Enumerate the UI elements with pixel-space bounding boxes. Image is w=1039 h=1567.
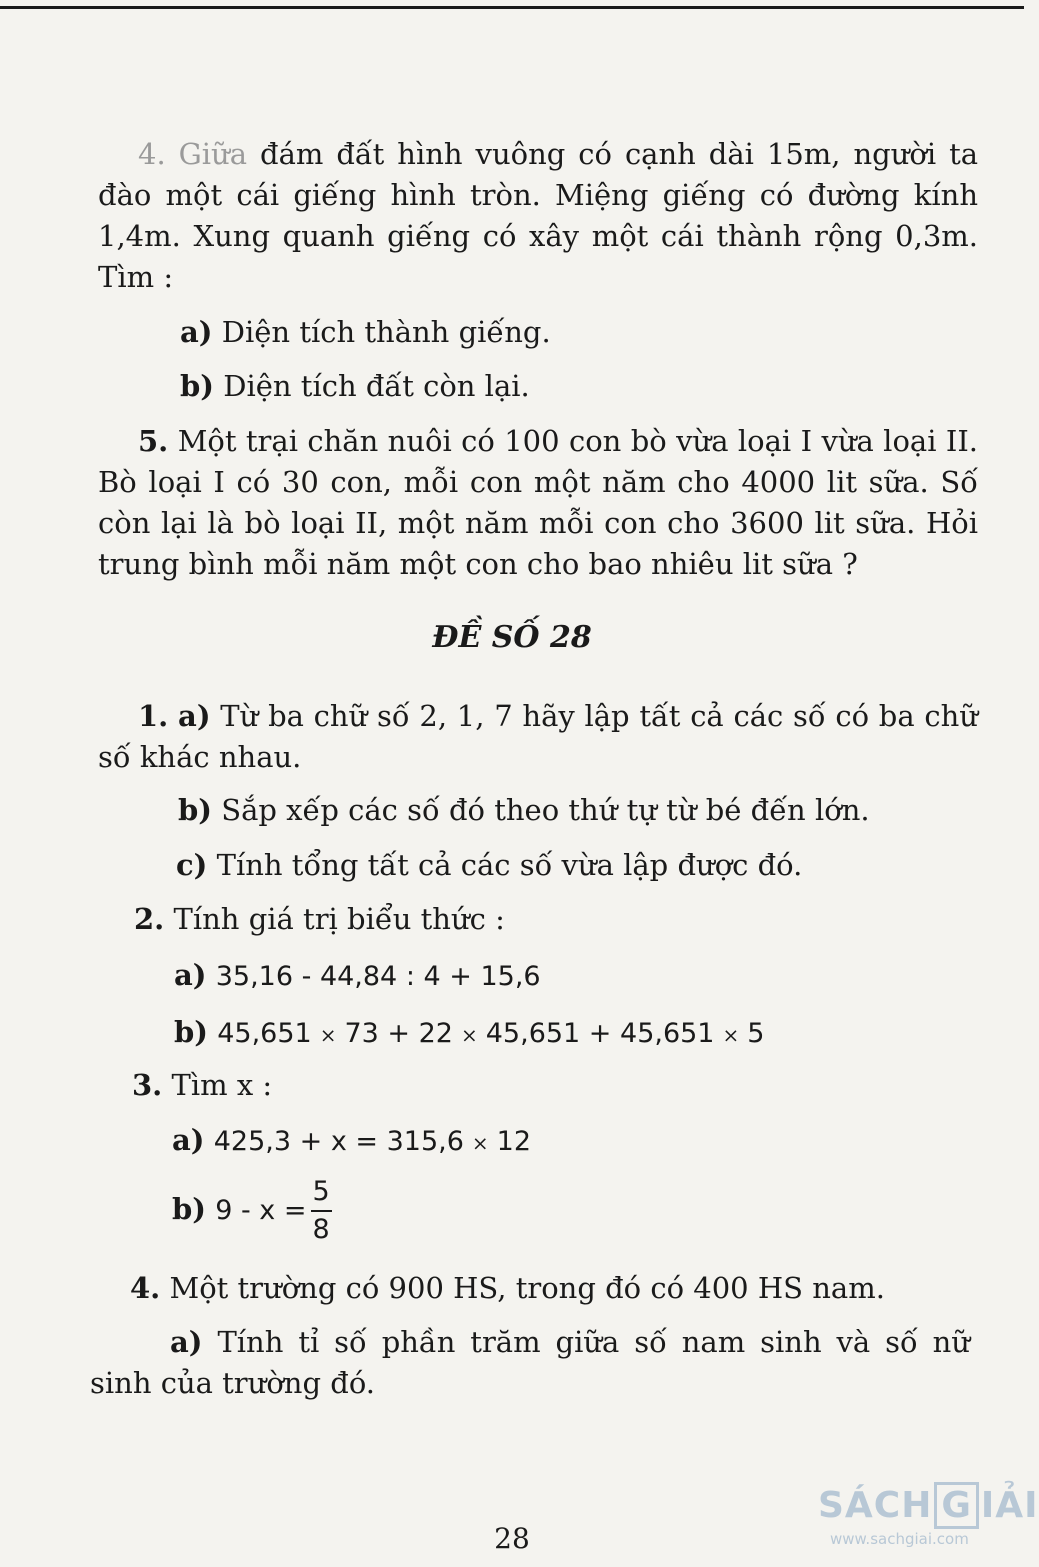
- problem-4: [98, 134, 978, 298]
- problem-4-faded-word: Giữa: [178, 137, 248, 171]
- problem-5: [98, 421, 978, 585]
- question-1: 1. a) Từ ba chữ số 2, 1, 7 hãy lập tất cả các số có ba chữ số khác nhau.: [98, 699, 979, 774]
- sachgiai-watermark: [818, 1470, 1039, 1560]
- fraction: $\frac{5}{8}$: [312, 1176, 330, 1245]
- question-4-part-a: a) Tính tỉ số phần trăm giữa số nam sinh và số nữ sinh của trường đó.: [90, 1325, 971, 1400]
- page-number: 28: [494, 1522, 530, 1555]
- question-2-part-b: b) 45,651 × 73 + 22 × 45,651 + 45,651 × 5: [174, 1015, 765, 1049]
- problem-4-text: đám đất hình vuông có cạnh dài 15m, người ta đào một cái giếng hình tròn. Miệng giếng có đường kính 1,4m. Xung quanh giếng có xây một cái thành rộng 0,3m. Tìm :: [98, 137, 979, 294]
- problem-5-number: 5.: [138, 424, 169, 458]
- watermark-url: www.sachgiai.com: [830, 1530, 969, 1548]
- problem-5-text: Một trại chăn nuôi có 100 con bò vừa loại I vừa loại II. Bò loại I có 30 con, mỗi con một năm cho 4000 lit sữa. Số còn lại là bò loại II, một năm mỗi con cho 3600 lit sữa. Hỏi trung bình mỗi năm một con cho bao nhiêu lit sữa ?: [98, 424, 979, 581]
- problem-4-part-a: a) Diện tích thành giếng.: [180, 315, 551, 349]
- section-title: ĐỀ SỐ 28: [432, 620, 592, 655]
- question-2-part-a: a) 35,16 - 44,84 : 4 + 15,6: [174, 958, 541, 992]
- problem-4-part-b: b) Diện tích đất còn lại.: [180, 369, 530, 403]
- question-1-part-b: b) Sắp xếp các số đó theo thứ tự từ bé đến lớn.: [178, 793, 870, 827]
- question-4: 4. Một trường có 900 HS, trong đó có 400 HS nam.: [130, 1271, 885, 1305]
- question-1-part-c: c) Tính tổng tất cả các số vừa lập được đó.: [176, 848, 803, 882]
- watermark-brand: SÁCH G IẢI: [818, 1482, 1039, 1529]
- question-3: 3. Tìm x :: [132, 1068, 273, 1102]
- question-3-part-b: b) 9 - x = $\frac{5}{8}$: [172, 1172, 332, 1248]
- question-3-part-a: a) 425,3 + x = 315,6 × 12: [172, 1123, 532, 1157]
- problem-4-number: 4.: [138, 137, 166, 171]
- question-2: 2. Tính giá trị biểu thức :: [134, 902, 505, 936]
